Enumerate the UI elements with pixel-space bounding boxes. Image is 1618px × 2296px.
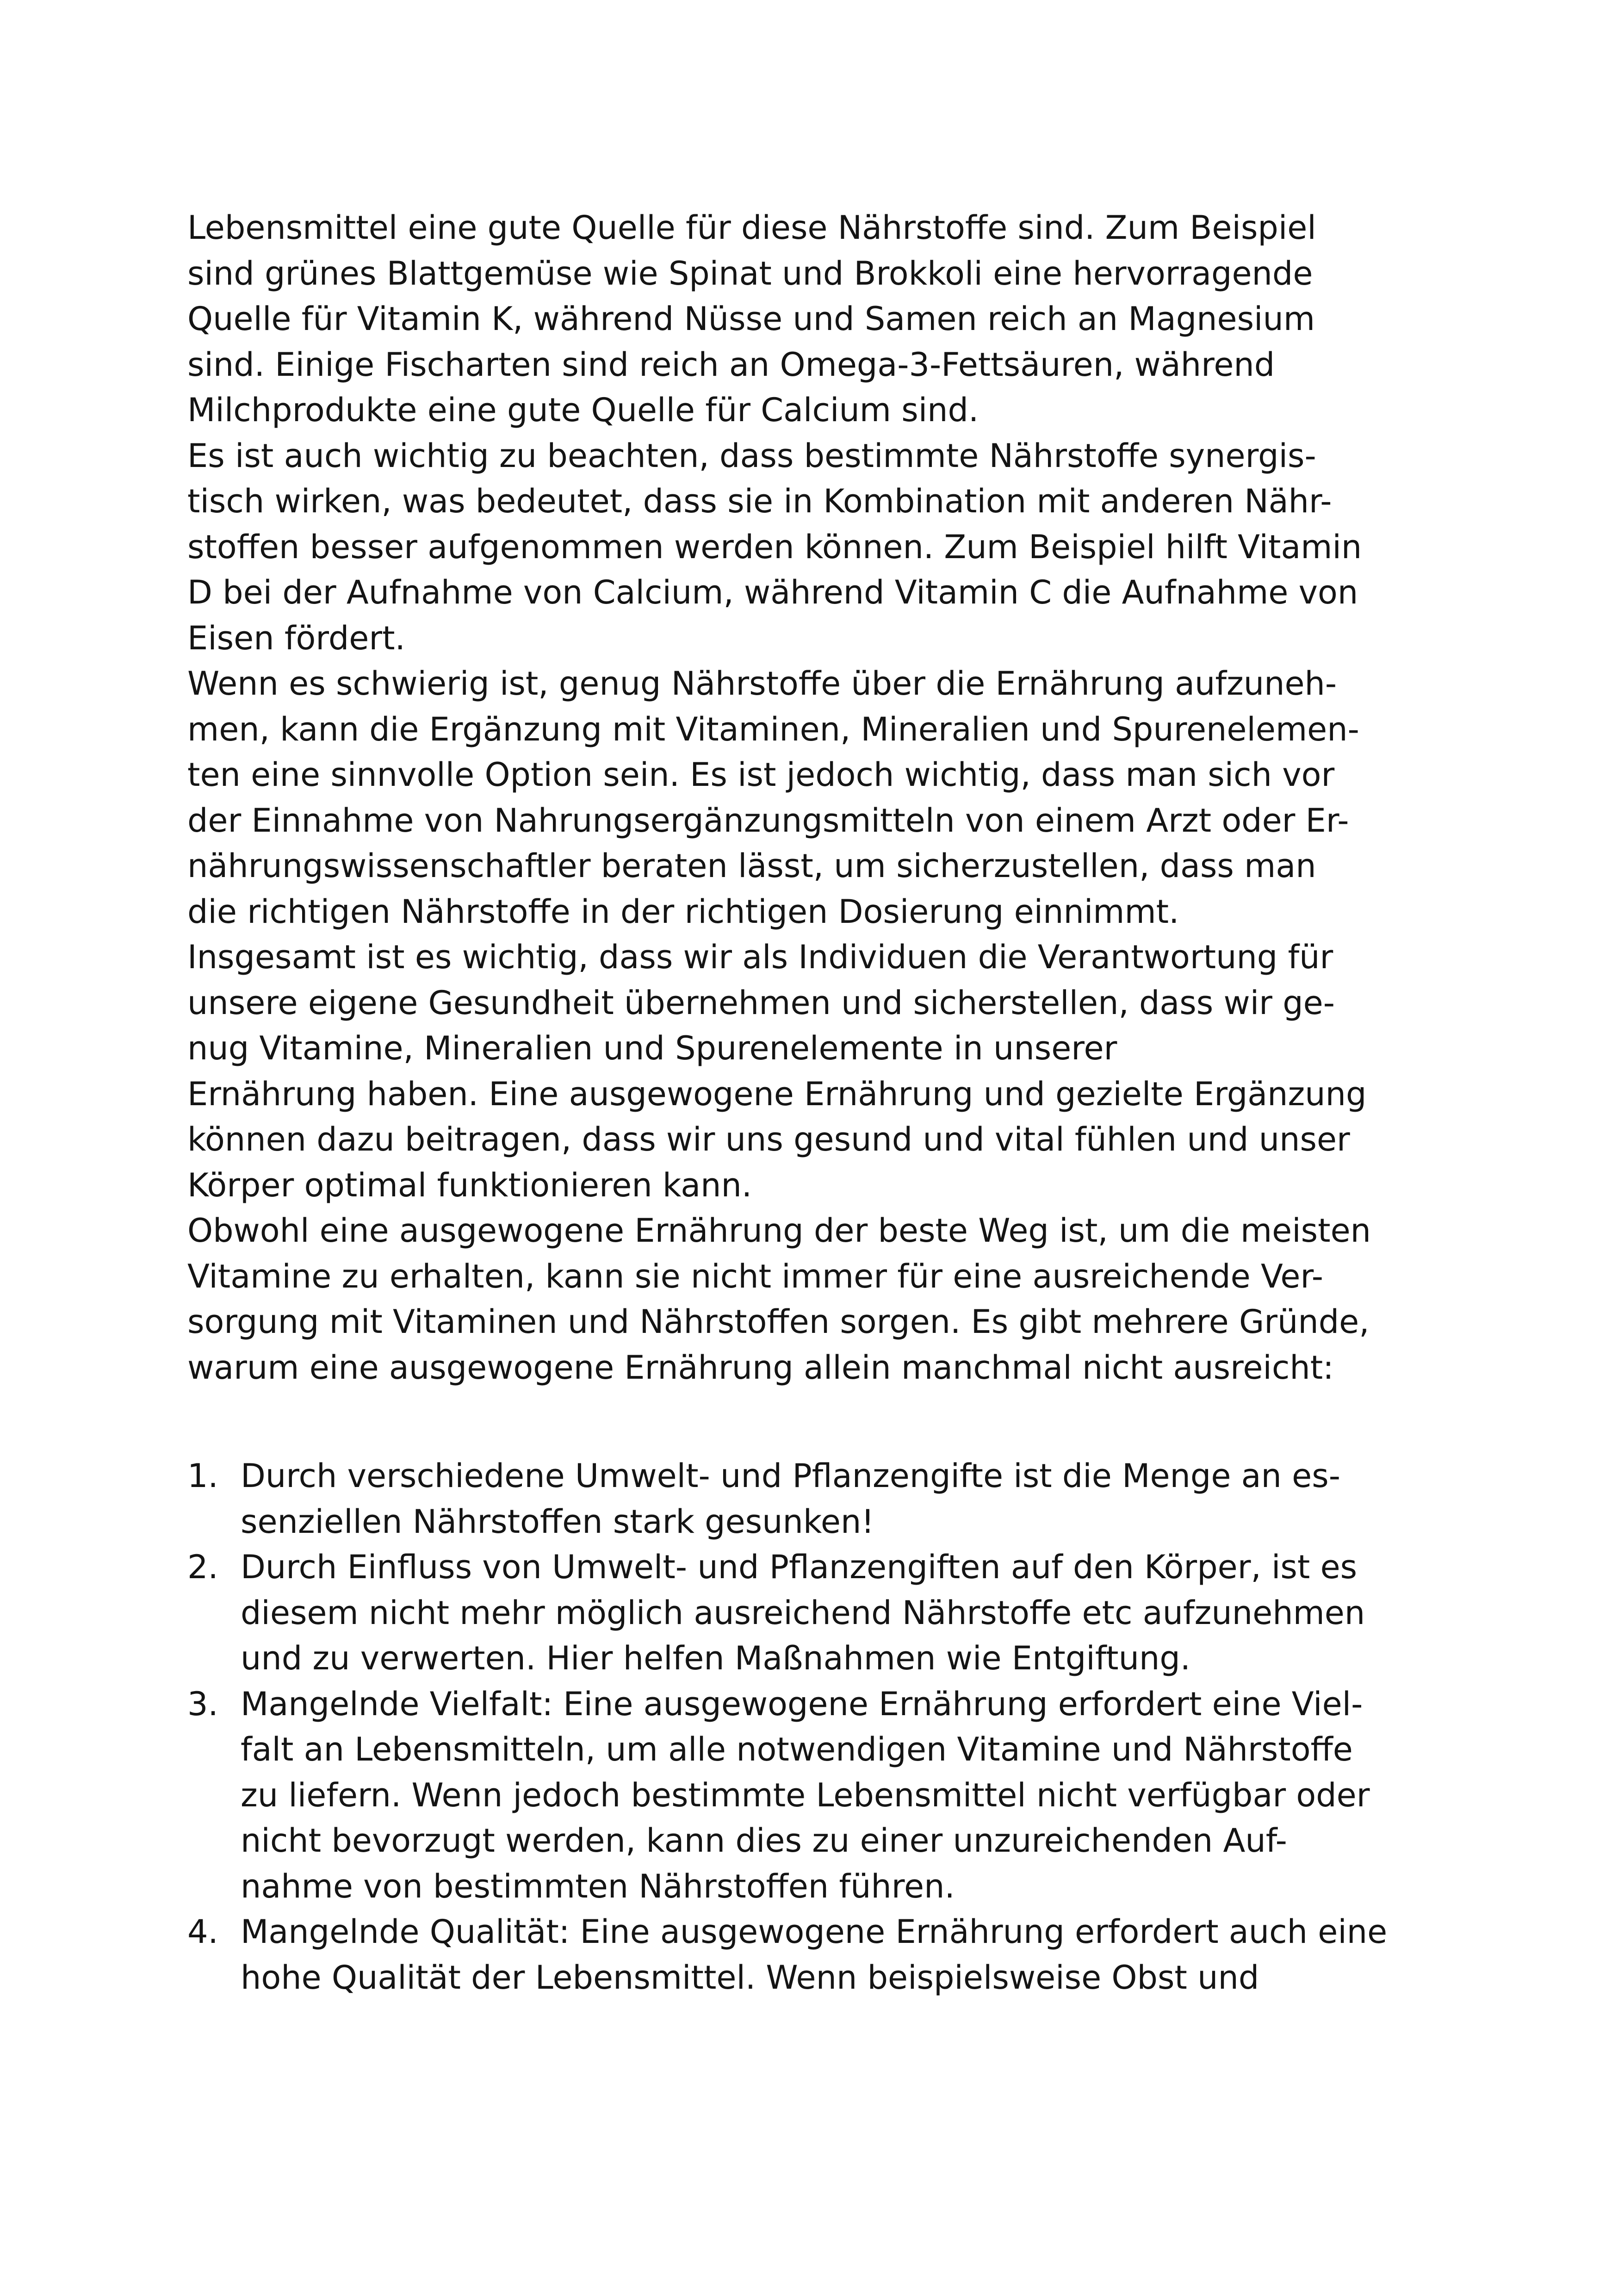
text-line: falt an Lebensmitteln, um alle notwendigen Vitamine und Nährstoffe xyxy=(241,1730,1353,1768)
text-line: die richtigen Nährstoffe in der richtigen Dosierung einnimmt. xyxy=(187,892,1179,931)
text-line: Eisen fördert. xyxy=(187,619,405,657)
text-line: Milchprodukte eine gute Quelle für Calcium sind. xyxy=(187,391,979,429)
text-line: sind grünes Blattgemüse wie Spinat und Brokkoli eine hervorragende xyxy=(187,254,1313,292)
paragraph xyxy=(187,934,1464,1208)
list-item xyxy=(187,1544,1474,1681)
text-line: Mangelnde Qualität: Eine ausgewogene Ernährung erfordert auch eine xyxy=(241,1913,1388,1951)
text-line: und zu verwerten. Hier helfen Maßnahmen wie Entgiftung. xyxy=(241,1639,1191,1677)
text-line: der Einnahme von Nahrungsergänzungsmitteln von einem Arzt oder Er- xyxy=(187,801,1349,840)
text-line: stoffen besser aufgenommen werden können. Zum Beispiel hilft Vitamin xyxy=(187,528,1362,566)
paragraph xyxy=(187,661,1464,934)
list-number: 2. xyxy=(187,1548,218,1586)
text-line: Quelle für Vitamin K, während Nüsse und Samen reich an Magnesium xyxy=(187,300,1315,338)
list-item xyxy=(187,1681,1474,1910)
text-line: men, kann die Ergänzung mit Vitaminen, Mineralien und Spurenelemen- xyxy=(187,710,1359,748)
paragraph xyxy=(187,205,1464,433)
numbered-list xyxy=(187,1453,1474,2000)
list-item xyxy=(187,1909,1474,2000)
text-line: sorgung mit Vitaminen und Nährstoffen sorgen. Es gibt mehrere Gründe, xyxy=(187,1303,1370,1341)
text-line: senziellen Nährstoffen stark gesunken! xyxy=(241,1502,874,1541)
list-number: 3. xyxy=(187,1685,218,1723)
text-line: Körper optimal funktionieren kann. xyxy=(187,1166,752,1204)
text-line: warum eine ausgewogene Ernährung allein manchmal nicht ausreicht: xyxy=(187,1348,1334,1387)
text-line: D bei der Aufnahme von Calcium, während Vitamin C die Aufnahme von xyxy=(187,573,1358,611)
text-line: nahme von bestimmten Nährstoffen führen. xyxy=(241,1867,955,1905)
text-line: Wenn es schwierig ist, genug Nährstoffe über die Ernährung aufzuneh- xyxy=(187,665,1337,703)
text-line: Durch verschiedene Umwelt- und Pflanzengifte ist die Menge an es- xyxy=(241,1457,1340,1495)
text-line: Vitamine zu erhalten, kann sie nicht immer für eine ausreichende Ver- xyxy=(187,1257,1324,1295)
text-line: können dazu beitragen, dass wir uns gesund und vital fühlen und unser xyxy=(187,1120,1350,1158)
list-number: 1. xyxy=(187,1457,218,1495)
paragraph xyxy=(187,433,1464,661)
text-line: Insgesamt ist es wichtig, dass wir als Individuen die Verantwortung für xyxy=(187,938,1333,976)
text-line: Obwohl eine ausgewogene Ernährung der beste Weg ist, um die meisten xyxy=(187,1212,1371,1250)
text-line: Lebensmittel eine gute Quelle für diese Nährstoffe sind. Zum Beispiel xyxy=(187,209,1316,247)
text-line: zu liefern. Wenn jedoch bestimmte Lebensmittel nicht verfügbar oder xyxy=(241,1776,1370,1814)
text-line: Durch Einfluss von Umwelt- und Pflanzengiften auf den Körper, ist es xyxy=(241,1548,1358,1586)
text-line: Es ist auch wichtig zu beachten, dass bestimmte Nährstoffe synergis- xyxy=(187,436,1316,475)
list-number: 4. xyxy=(187,1913,218,1951)
text-line: diesem nicht mehr möglich ausreichend Nährstoffe etc aufzunehmen xyxy=(241,1593,1365,1632)
text-line: sind. Einige Fischarten sind reich an Omega-3-Fettsäuren, während xyxy=(187,345,1275,384)
text-line: Mangelnde Vielfalt: Eine ausgewogene Ernährung erfordert eine Viel- xyxy=(241,1685,1363,1723)
list-item xyxy=(187,1453,1474,1544)
text-line: unsere eigene Gesundheit übernehmen und sicherstellen, dass wir ge- xyxy=(187,983,1335,1022)
text-line: hohe Qualität der Lebensmittel. Wenn beispielsweise Obst und xyxy=(241,1958,1259,1997)
text-line: nicht bevorzugt werden, kann dies zu einer unzureichenden Auf- xyxy=(241,1822,1287,1860)
text-line: tisch wirken, was bedeutet, dass sie in Kombination mit anderen Nähr- xyxy=(187,482,1332,520)
text-line: Ernährung haben. Eine ausgewogene Ernährung und gezielte Ergänzung xyxy=(187,1075,1367,1113)
paragraph xyxy=(187,1208,1464,1390)
body-text xyxy=(187,205,1464,1390)
text-line: nug Vitamine, Mineralien und Spurenelemente in unserer xyxy=(187,1029,1117,1067)
text-line: ten eine sinnvolle Option sein. Es ist jedoch wichtig, dass man sich vor xyxy=(187,756,1335,794)
text-line: nährungswissenschaftler beraten lässt, um sicherzustellen, dass man xyxy=(187,847,1316,885)
